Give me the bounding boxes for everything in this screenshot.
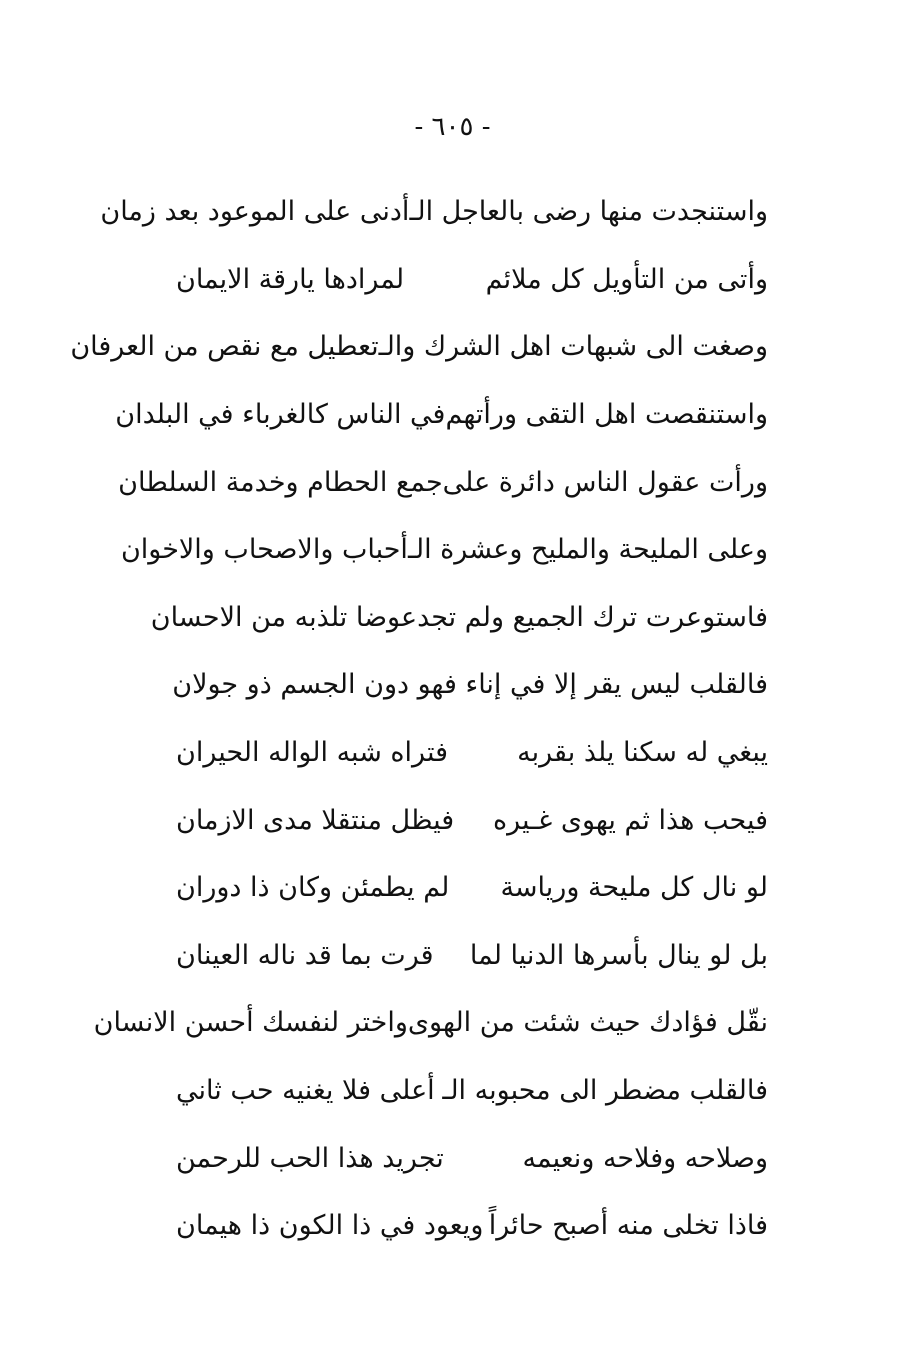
first-hemistich: وعلى المليحة والمليح وعشرة الـ: [407, 534, 768, 566]
verse-line: [176, 1057, 768, 1125]
second-hemistich: جمع الحطام وخدمة السلطان: [118, 466, 443, 498]
verse-line: [93, 989, 768, 1057]
verse-line: [118, 448, 768, 516]
second-hemistich: واختر لنفسك أحسن الانسان: [93, 1007, 408, 1039]
verse-line: [176, 1192, 768, 1260]
second-hemistich: أحباب والاصحاب والاخوان: [120, 534, 408, 566]
first-hemistich: لو نال كل مليحة ورياسة: [500, 872, 768, 904]
first-hemistich: واستنقصت اهل التقى ورأتهم: [445, 399, 768, 431]
verse-line: [70, 313, 768, 381]
first-hemistich: فيحب هذا ثم يهوى غـيره: [493, 804, 768, 836]
second-hemistich: تعطيل مع نقص من العرفان: [70, 331, 379, 363]
first-hemistich: بل لو ينال بأسرها الدنيا لما: [469, 939, 768, 971]
second-hemistich: فتراه شبه الواله الحيران: [176, 737, 449, 769]
second-hemistich: ء فهو دون الجسم ذو جولان: [172, 669, 479, 701]
first-hemistich: واستنجدت منها رضى بالعاجل الـ: [409, 196, 768, 228]
first-hemistich: وأتى من التأويل كل ملائم: [485, 263, 768, 295]
first-hemistich: فاستوعرت ترك الجميع ولم تجد: [417, 601, 768, 633]
second-hemistich: قرت بما قد ناله العينان: [176, 939, 434, 971]
second-hemistich: فيظل منتقلا مدى الازمان: [176, 804, 455, 836]
second-hemistich: أعلى فلا يغنيه حب ثاني: [176, 1075, 435, 1107]
verse-line: [176, 922, 768, 990]
first-hemistich: فالقلب مضطر الى محبوبه الـ: [442, 1075, 768, 1107]
second-hemistich: ويعود في ذا الكون ذا هيمان: [176, 1210, 484, 1242]
verse-line: [120, 516, 768, 584]
verse-line: [176, 786, 768, 854]
first-hemistich: فاذا تخلى منه أصبح حائراً: [488, 1210, 768, 1242]
second-hemistich: تجريد هذا الحب للرحمن: [176, 1142, 444, 1174]
first-hemistich: وصلاحه وفلاحه ونعيمه: [522, 1142, 768, 1174]
first-hemistich: يبغي له سكنا يلذ بقربه: [517, 737, 768, 769]
verse-line: [150, 584, 768, 652]
verse-line: [176, 246, 768, 314]
verse-line: [115, 381, 768, 449]
second-hemistich: في الناس كالغرباء في البلدان: [115, 399, 446, 431]
verse-line: [176, 719, 768, 787]
first-hemistich: ورأت عقول الناس دائرة على: [442, 466, 768, 498]
verse-line: [176, 1124, 768, 1192]
first-hemistich: نقّل فؤادك حيث شئت من الهوى: [407, 1007, 768, 1039]
first-hemistich: فالقلب ليس يقر إلا في إنا: [478, 669, 768, 701]
first-hemistich: وصغت الى شبهات اهل الشرك والـ: [378, 331, 768, 363]
second-hemistich: أدنى على الموعود بعد زمان: [100, 196, 410, 228]
verse-line: [100, 178, 768, 246]
verse-line: [172, 651, 768, 719]
poem-verses: [70, 178, 768, 1260]
second-hemistich: لم يطمئن وكان ذا دوران: [176, 872, 450, 904]
second-hemistich: عوضا تلذبه من الاحسان: [150, 601, 418, 633]
verse-line: [176, 854, 768, 922]
second-hemistich: لمرادها يارقة الايمان: [176, 263, 405, 295]
page-number: - ٦٠٥ -: [414, 112, 491, 142]
